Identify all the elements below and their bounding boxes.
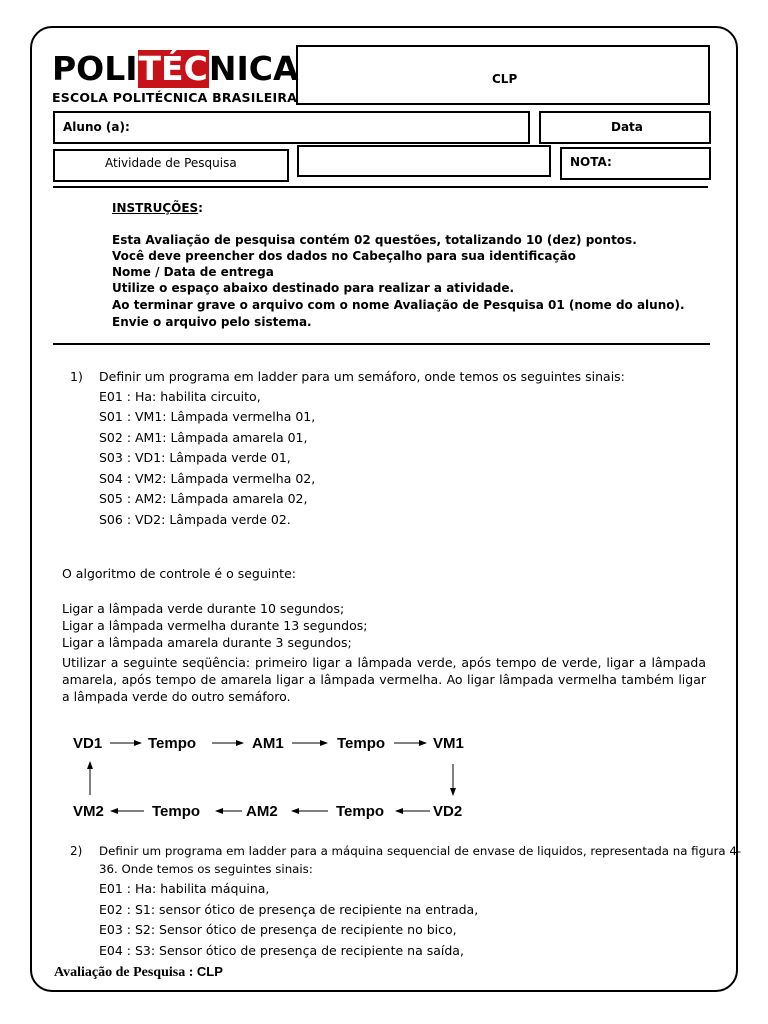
logo-highlight: TÉC <box>138 49 208 88</box>
footer-label: Avaliação de Pesquisa : CLP <box>54 964 223 980</box>
question-number: 2) <box>70 844 83 858</box>
logo <box>52 49 299 106</box>
student-label: Aluno (a): <box>63 120 130 134</box>
question-number: 1) <box>70 369 83 384</box>
signal-item: S02 : AM1: Lâmpada amarela 01, <box>99 430 308 445</box>
instruction-line: Você deve preencher dos dados no Cabeçalho para sua identificação <box>112 249 576 263</box>
date-field[interactable] <box>539 111 711 144</box>
question-text: Definir um programa em ladder para um semáforo, onde temos os seguintes sinais: <box>99 369 625 384</box>
node-am1: AM1 <box>252 735 284 752</box>
signal-item: E01 : Ha: habilita máquina, <box>99 881 270 896</box>
node-tempo: Tempo <box>337 735 386 752</box>
grade-field[interactable] <box>560 147 711 180</box>
signal-item: E03 : S2: Sensor ótico de presença de recipiente no bico, <box>99 922 457 937</box>
grade-label: NOTA: <box>570 155 612 169</box>
signal-item: E04 : S3: Sensor ótico de presença de recipiente na saída, <box>99 943 464 958</box>
date-label: Data <box>611 120 643 134</box>
signal-item: S01 : VM1: Lâmpada vermelha 01, <box>99 409 316 424</box>
node-tempo: Tempo <box>336 803 385 820</box>
node-am2: AM2 <box>246 803 278 820</box>
logo-wordmark: POLITÉCNICA <box>52 49 299 88</box>
instruction-line: Esta Avaliação de pesquisa contém 02 questões, totalizando 10 (dez) pontos. <box>112 233 637 247</box>
algorithm-intro: O algoritmo de controle é o seguinte: <box>62 566 296 581</box>
instruction-line: Ao terminar grave o arquivo com o nome Avaliação de Pesquisa 01 (nome do aluno). <box>112 298 685 312</box>
node-tempo: Tempo <box>148 735 197 752</box>
instruction-line: Utilize o espaço abaixo destinado para realizar a atividade. <box>112 281 515 295</box>
signal-item: S04 : VM2: Lâmpada vermelha 02, <box>99 471 316 486</box>
node-vm1: VM1 <box>433 735 464 752</box>
algorithm-step: Ligar a lâmpada amarela durante 3 segundos; <box>62 635 352 650</box>
node-vd2: VD2 <box>433 803 463 820</box>
activity-box <box>53 149 289 182</box>
signal-item: S06 : VD2: Lâmpada verde 02. <box>99 512 291 527</box>
node-vm2: VM2 <box>73 803 104 820</box>
algorithm-step: Ligar a lâmpada verde durante 10 segundos; <box>62 601 345 616</box>
signal-item: E02 : S1: sensor ótico de presença de recipiente na entrada, <box>99 902 479 917</box>
sequence-paragraph: Utilizar a seguinte seqüência: primeiro ligar a lâmpada verde, após tempo de verde, ligar a lâmpada amarela, após tempo de amarela ligar a lâmpada vermelha. Ao ligar lâmpada vermelha também ligar a lâmpada verde do outro semáforo. <box>62 655 706 704</box>
logo-subtitle: ESCOLA POLITÉCNICA BRASILEIRA <box>52 90 298 105</box>
subject-label: CLP <box>492 72 518 86</box>
student-name-field[interactable] <box>53 111 530 144</box>
signal-item: E01 : Ha: habilita circuito, <box>99 389 261 404</box>
instructions-title: INSTRUÇÕES: <box>112 201 203 215</box>
instruction-line: Envie o arquivo pelo sistema. <box>112 315 312 329</box>
instructions-divider <box>53 343 710 345</box>
question-text: 36. Onde temos os seguintes sinais: <box>99 862 313 876</box>
activity-label: Atividade de Pesquisa <box>105 156 237 170</box>
subject-box <box>296 45 710 105</box>
algorithm-step: Ligar a lâmpada vermelha durante 13 segundos; <box>62 618 368 633</box>
node-vd1: VD1 <box>73 735 103 752</box>
signal-item: S03 : VD1: Lâmpada verde 01, <box>99 450 291 465</box>
signal-item: S05 : AM2: Lâmpada amarela 02, <box>99 491 308 506</box>
question-text: Definir um programa em ladder para a máquina sequencial de envase de liquidos, representada na figura 4- <box>99 844 742 858</box>
header-divider <box>53 186 708 188</box>
instruction-line: Nome / Data de entrega <box>112 265 274 279</box>
blank-field[interactable] <box>297 145 551 177</box>
node-tempo: Tempo <box>152 803 201 820</box>
